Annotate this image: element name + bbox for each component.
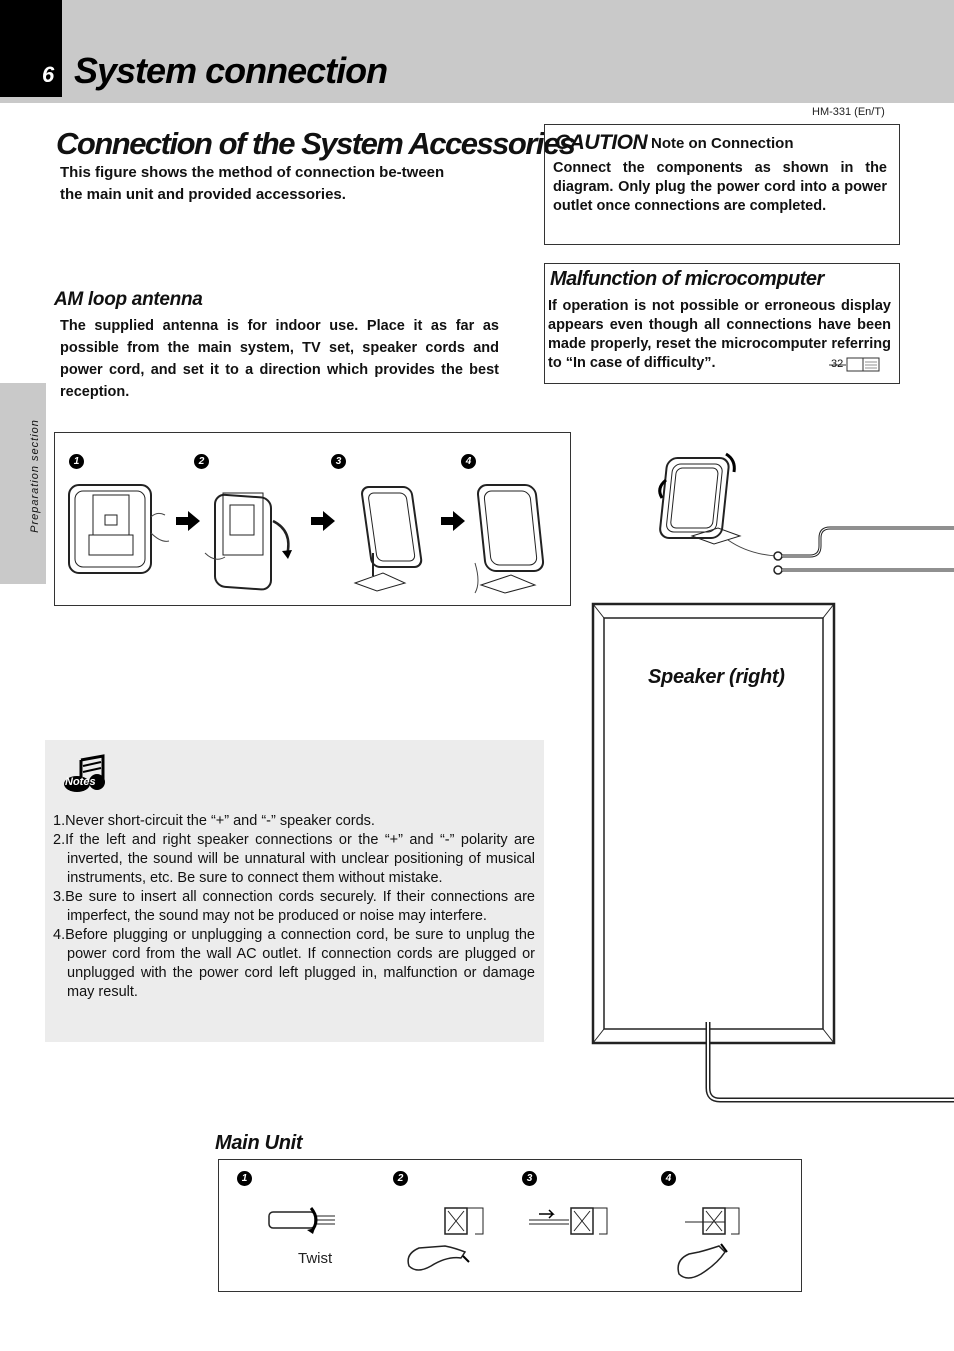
notes-icon: [63, 754, 107, 794]
note-item: 1.Never short-circuit the “+” and “-” speaker cords.: [53, 813, 375, 829]
antenna-assembly-figure: [54, 432, 571, 606]
caution-subtitle: Note on Connection: [651, 135, 794, 152]
caution-text: Connect the components as shown in the diagram. Only plug the power cord into a power outlet once connections are completed.: [553, 160, 887, 214]
side-tab-label: Preparation section: [29, 419, 41, 533]
note-item: 3.Be sure to insert all connection cords securely. If their connections are imperfect, the sound may not be produced or noise may interfere.: [53, 889, 535, 924]
notes-list: [53, 812, 535, 1002]
model-code: HM-331 (En/T): [812, 106, 885, 118]
malfunction-box: [544, 263, 900, 384]
section-title: Connection of the System Accessories: [56, 126, 575, 161]
notes-box: [45, 740, 544, 1042]
note-item: 4.Before plugging or unplugging a connection cord, be sure to unplug the power cord from the wall AC outlet. If connection cords are plugged or unplugged with the power cord left plugged in, malfunction or damage may result.: [53, 927, 535, 1000]
speaker-right-label: Speaker (right): [648, 666, 785, 688]
step-number: 4: [661, 1171, 676, 1186]
step-number: 1: [69, 454, 84, 469]
section-intro: This figure shows the method of connection be-tween the main unit and provided accessories.: [60, 164, 445, 203]
malfunction-text: If operation is not possible or erroneous display appears even though all connections have been made properly, reset the microcomputer referring to “In case of difficulty”.: [548, 298, 891, 371]
page-reference: 32: [831, 358, 844, 370]
am-antenna-title: AM loop antenna: [54, 289, 203, 310]
step-number: 2: [194, 454, 209, 469]
page-title: System connection: [74, 50, 388, 91]
step-number: 2: [393, 1171, 408, 1186]
caution-label: CAUTION: [555, 131, 648, 154]
wire-connection-illustration: [219, 1190, 801, 1290]
main-unit-label: Main Unit: [215, 1132, 303, 1154]
am-antenna-text: The supplied antenna is for indoor use. Place it as far as possible from the main system, TV set, speaker cords and power cord, and set it to a direction which provides the best reception.: [60, 318, 499, 400]
step-number: 4: [461, 454, 476, 469]
twist-label: Twist: [298, 1250, 333, 1267]
step-number: 1: [237, 1171, 252, 1186]
antenna-steps-illustration: [55, 473, 570, 603]
speaker-wire-steps-figure: [218, 1159, 802, 1292]
note-item: 2.If the left and right speaker connections or the “+” and “-” polarity are inverted, the sound will be unnatural with unclear positioning of musical instruments, etc. Be sure to connect them without mistake.: [53, 832, 535, 886]
step-number: 3: [331, 454, 346, 469]
caution-box: [544, 124, 900, 245]
page-number: 6: [42, 62, 55, 87]
notes-icon-label: Notes: [65, 776, 96, 788]
malfunction-title: Malfunction of microcomputer: [550, 268, 824, 290]
antenna-connection-illustration: [640, 440, 954, 600]
step-number: 3: [522, 1171, 537, 1186]
